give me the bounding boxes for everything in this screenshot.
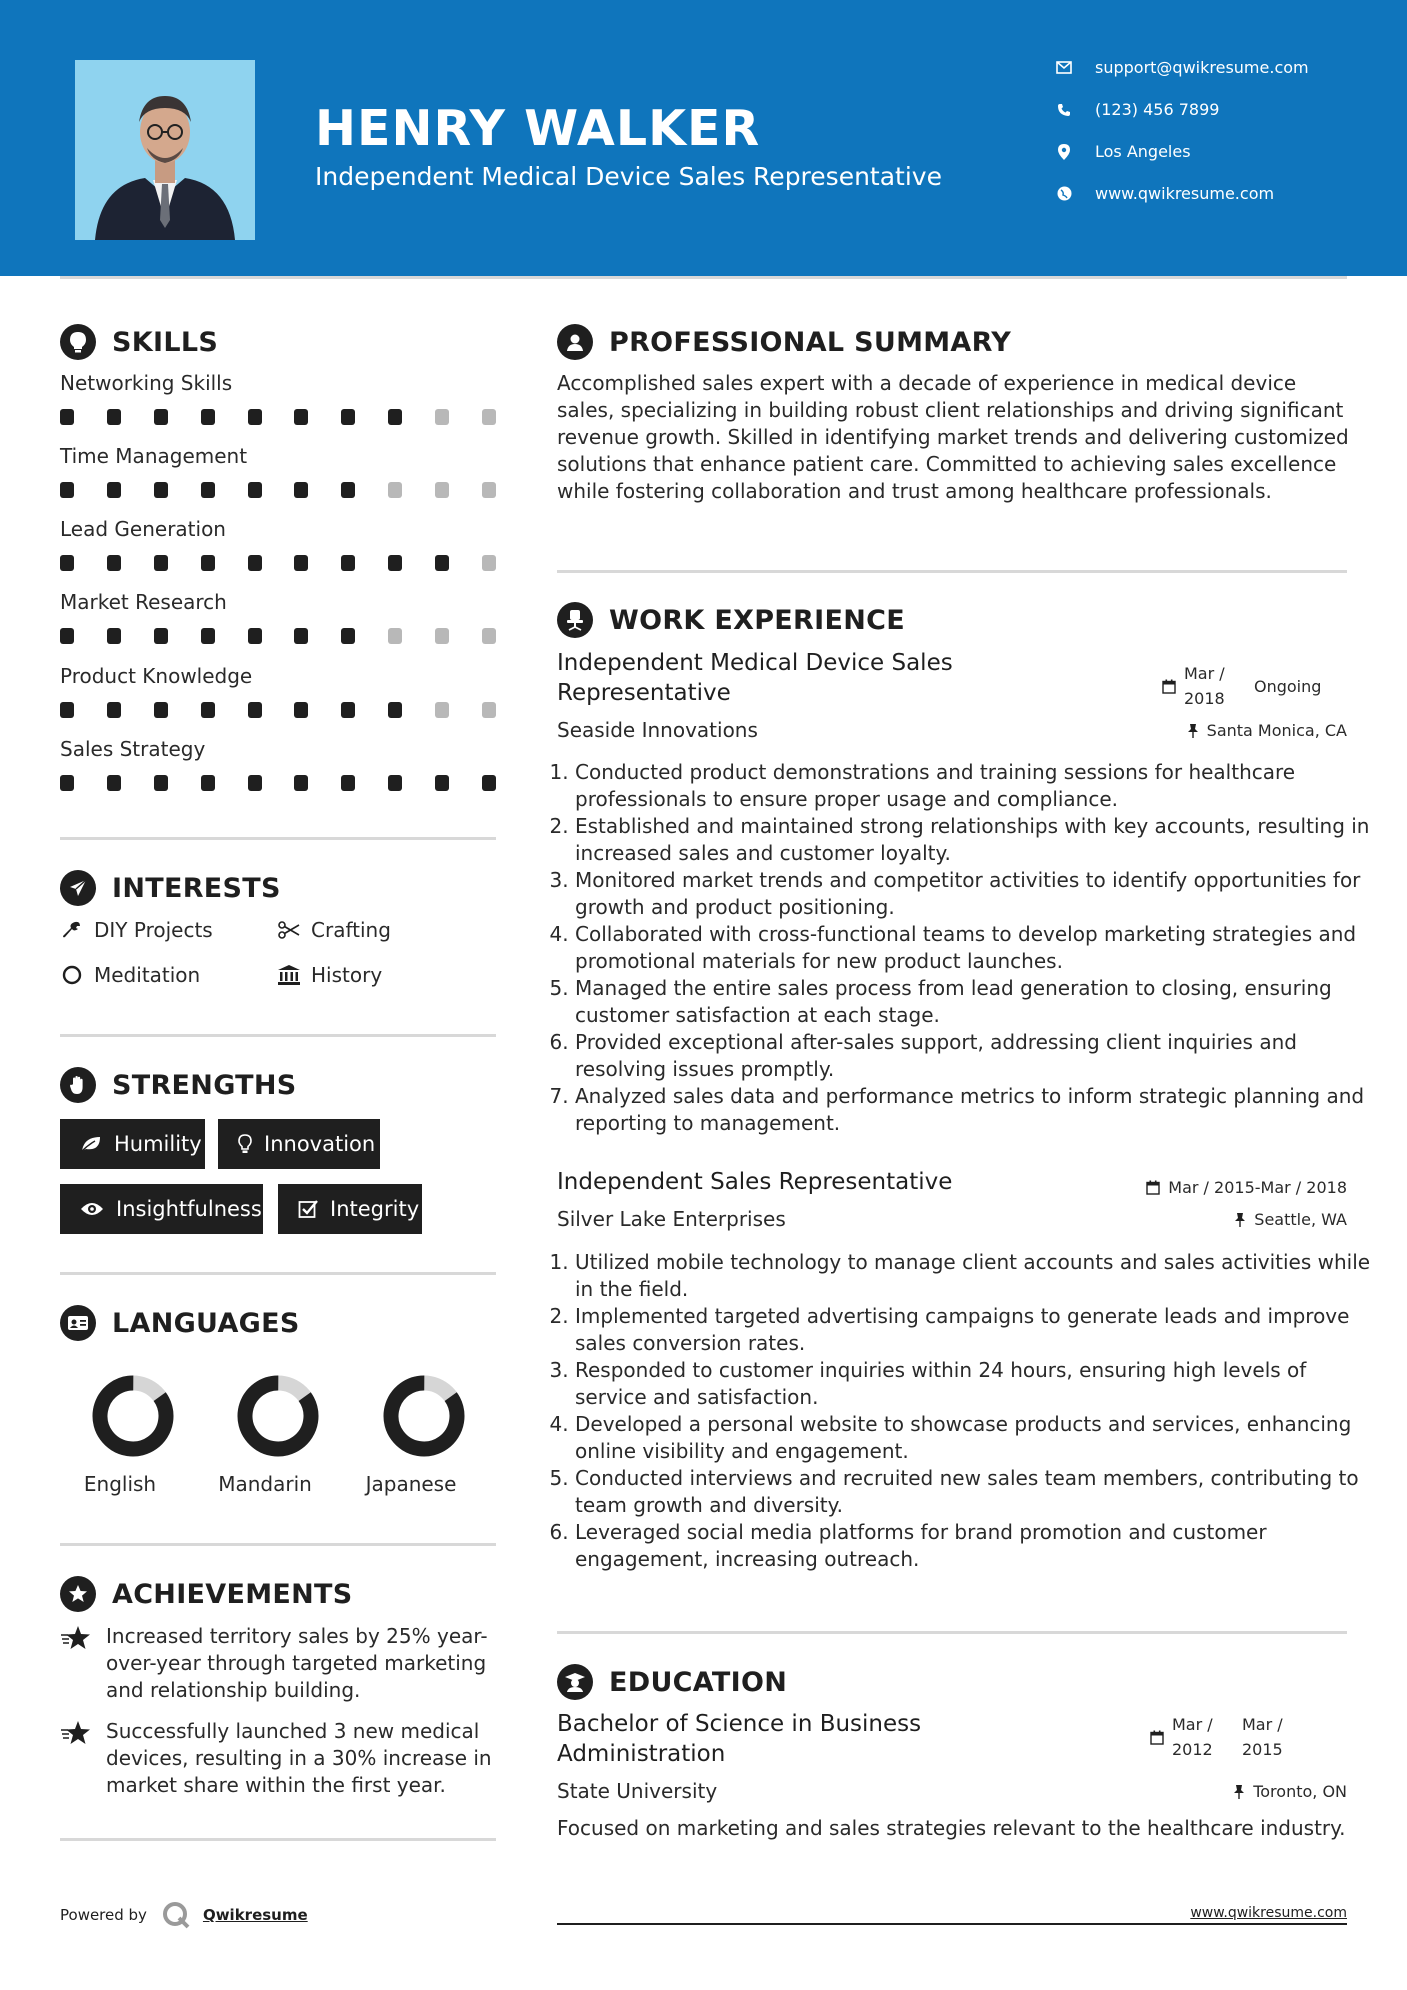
id-card-icon: [60, 1305, 96, 1341]
contact-phone-text: (123) 456 7899: [1095, 100, 1220, 119]
interest-label: Crafting: [311, 918, 391, 942]
paper-plane-icon: [60, 870, 96, 906]
interests-title: INTERESTS: [112, 872, 281, 904]
leaf-icon: [80, 1135, 102, 1153]
contact-website-text: www.qwikresume.com: [1095, 184, 1275, 203]
rating-dot-empty: [388, 628, 402, 644]
section-divider: [60, 837, 496, 840]
strength-label: Innovation: [264, 1132, 376, 1156]
rating-dot-filled: [60, 775, 74, 791]
section-divider: [557, 1631, 1347, 1634]
rating-dot-filled: [107, 775, 121, 791]
rating-dot-filled: [107, 702, 121, 718]
rating-dot-filled: [60, 409, 74, 425]
rating-dot-filled: [60, 555, 74, 571]
company-name: Seaside Innovations: [557, 718, 758, 742]
job-duties: [555, 759, 1375, 1137]
rating-dot-empty: [435, 409, 449, 425]
header-banner: [0, 0, 1407, 276]
rating-dot-empty: [482, 702, 496, 718]
calendar-icon: [1162, 679, 1176, 694]
interest-label: Meditation: [94, 963, 201, 987]
job-location: [1187, 721, 1347, 740]
degree-title: Bachelor of Science in Business Administration: [557, 1711, 922, 1767]
skill-label: Time Management: [60, 444, 248, 468]
duty-item: 2. Implemented targeted advertising campaigns to generate leads and improve sales conversion rates.: [575, 1303, 1375, 1357]
rating-dot-filled: [341, 555, 355, 571]
rating-dot-filled: [435, 775, 449, 791]
duty-item: 1. Utilized mobile technology to manage client accounts and sales activities while in the field.: [575, 1249, 1375, 1303]
rating-dot-filled: [201, 702, 215, 718]
strength-label: Insightfulness: [116, 1197, 262, 1221]
rating-dot-filled: [107, 409, 121, 425]
rating-dot-filled: [154, 702, 168, 718]
graduate-icon: [557, 1664, 593, 1700]
rating-dot-filled: [482, 775, 496, 791]
duty-item: 5. Managed the entire sales process from lead generation to closing, ensuring customer satisfaction at each stage.: [575, 975, 1375, 1029]
skill-rating: [60, 555, 496, 571]
candidate-role: Independent Medical Device Sales Representative: [315, 162, 942, 191]
duty-item: 6. Leveraged social media platforms for brand promotion and customer engagement, increasing outreach.: [575, 1519, 1375, 1573]
phone-icon: [1055, 103, 1073, 117]
candidate-name: HENRY WALKER: [315, 100, 761, 157]
rating-dot-filled: [154, 628, 168, 644]
rating-dot-filled: [388, 555, 402, 571]
rating-dot-filled: [248, 628, 262, 644]
rating-dot-filled: [294, 775, 308, 791]
strength-tag: [218, 1119, 380, 1169]
bank-icon: [277, 964, 301, 986]
rating-dot-filled: [294, 482, 308, 498]
interest-item: [277, 918, 391, 942]
strength-tag: [278, 1184, 422, 1234]
duty-item: 7. Analyzed sales data and performance metrics to inform strategic planning and reporting to management.: [575, 1083, 1375, 1137]
skill-label: Product Knowledge: [60, 664, 253, 688]
user-icon: [557, 324, 593, 360]
eye-icon: [80, 1201, 104, 1217]
skill-rating: [60, 628, 496, 644]
rating-dot-filled: [294, 555, 308, 571]
rating-dot-filled: [248, 775, 262, 791]
interest-item: [60, 963, 200, 987]
rating-dot-filled: [107, 628, 121, 644]
profile-photo: [75, 60, 255, 240]
office-chair-icon: [557, 602, 593, 638]
rating-dot-filled: [248, 482, 262, 498]
strength-label: Integrity: [330, 1197, 420, 1221]
section-divider: [557, 570, 1347, 573]
duty-item: 3. Monitored market trends and competitor activities to identify opportunities for growth and product positioning.: [575, 867, 1375, 921]
rating-dot-filled: [154, 775, 168, 791]
education-date-start: Mar / 2012: [1172, 1715, 1213, 1759]
education-title: EDUCATION: [609, 1666, 788, 1698]
footer-powered-by: [60, 1900, 308, 1930]
rating-dot-filled: [201, 555, 215, 571]
achievement-text: Increased territory sales by 25% year-over-year through targeted marketing and relationship building.: [106, 1624, 488, 1702]
rating-dot-empty: [388, 482, 402, 498]
pushpin-icon: [1234, 1212, 1246, 1227]
interest-label: History: [311, 963, 383, 987]
map-pin-icon: [1055, 144, 1073, 160]
footer-divider: [557, 1923, 1347, 1925]
experience-title: WORK EXPERIENCE: [609, 604, 905, 636]
star-icon: [60, 1623, 106, 1704]
rating-dot-filled: [60, 482, 74, 498]
job-location-text: Santa Monica, CA: [1206, 721, 1347, 740]
duty-item: 5. Conducted interviews and recruited new sales team members, contributing to team growth and diversity.: [575, 1465, 1375, 1519]
skills-title: SKILLS: [112, 326, 219, 358]
job-dates: [1146, 1178, 1347, 1197]
rating-dot-empty: [435, 628, 449, 644]
achievement-text: Successfully launched 3 new medical devices, resulting in a 30% increase in market share within the first year.: [106, 1719, 492, 1797]
job-title: Independent Sales Representative: [557, 1169, 953, 1195]
qwikresume-link[interactable]: Qwikresume: [202, 1906, 308, 1924]
strength-tag: [60, 1119, 205, 1169]
rating-dot-filled: [388, 409, 402, 425]
rating-dot-empty: [482, 482, 496, 498]
section-divider: [60, 1272, 496, 1275]
star-badge-icon: [60, 1576, 96, 1612]
job-duties: [555, 1249, 1375, 1573]
footer-url[interactable]: www.qwikresume.com: [1190, 1905, 1347, 1921]
achievements-heading: [60, 1576, 353, 1612]
duty-item: 4. Developed a personal website to showcase products and services, enhancing online visibility and engagement.: [575, 1411, 1375, 1465]
duty-item: 1. Conducted product demonstrations and training sessions for healthcare professionals to ensure proper usage and compliance.: [575, 759, 1375, 813]
rating-dot-filled: [388, 775, 402, 791]
skill-rating: [60, 775, 496, 791]
contact-website[interactable]: [1055, 184, 1274, 203]
pushpin-icon: [1233, 1784, 1245, 1799]
contact-phone[interactable]: [1055, 100, 1219, 119]
summary-title: PROFESSIONAL SUMMARY: [609, 326, 1012, 358]
summary-text: Accomplished sales expert with a decade of experience in medical device sales, specializing in building robust client relationships and driving significant revenue growth. Skilled in identifying market trends and delivering customized solutions that enhance patient care. Committed to achieving sales excellence while fostering collaboration and trust among healthcare professionals.: [557, 371, 1349, 503]
contact-email[interactable]: [1055, 58, 1309, 77]
skill-label: Sales Strategy: [60, 737, 206, 761]
rating-dot-filled: [201, 409, 215, 425]
school-name: State University: [557, 1779, 718, 1803]
skill-label: Networking Skills: [60, 371, 233, 395]
lightbulb-icon: [238, 1134, 252, 1154]
contact-email-text: support@qwikresume.com: [1095, 58, 1309, 77]
duty-item: 6. Provided exceptional after-sales support, addressing client inquiries and resolving issues promptly.: [575, 1029, 1375, 1083]
interest-label: DIY Projects: [94, 918, 213, 942]
rating-dot-filled: [294, 628, 308, 644]
globe-icon: [1055, 186, 1073, 201]
calendar-icon: [1146, 1180, 1160, 1195]
skill-rating: [60, 409, 496, 425]
rating-dot-filled: [341, 775, 355, 791]
rating-dot-empty: [435, 482, 449, 498]
language-label: Mandarin: [218, 1472, 312, 1496]
rating-dot-filled: [341, 702, 355, 718]
rating-dot-empty: [482, 628, 496, 644]
scissors-icon: [277, 921, 301, 939]
rating-dot-empty: [482, 409, 496, 425]
strengths-heading: [60, 1067, 297, 1103]
education-heading: [557, 1664, 787, 1700]
rating-dot-filled: [248, 555, 262, 571]
rating-dot-filled: [60, 702, 74, 718]
header-divider: [60, 276, 1347, 279]
rating-dot-filled: [388, 702, 402, 718]
strength-label: Humility: [114, 1132, 202, 1156]
language-ring: [364, 1368, 484, 1464]
languages-heading: [60, 1305, 300, 1341]
rating-dot-filled: [154, 409, 168, 425]
education-dates: [1150, 1712, 1306, 1762]
rating-dot-empty: [482, 555, 496, 571]
achievement-item: [60, 1623, 500, 1704]
hand-icon: [60, 1067, 96, 1103]
job-dates: [1162, 661, 1324, 711]
education-location-text: Toronto, ON: [1253, 1782, 1347, 1801]
rating-dot-empty: [435, 702, 449, 718]
section-divider: [60, 1838, 496, 1841]
rating-dot-filled: [154, 482, 168, 498]
rating-dot-filled: [107, 482, 121, 498]
summary-heading: [557, 324, 1011, 360]
job-date-range: Mar / 2015-Mar / 2018: [1168, 1178, 1347, 1197]
job-location-text: Seattle, WA: [1254, 1210, 1347, 1229]
strength-tag: [60, 1184, 263, 1234]
education-location: [1233, 1782, 1347, 1801]
rating-dot-filled: [294, 409, 308, 425]
interest-item: [60, 918, 213, 942]
rating-dot-filled: [341, 482, 355, 498]
star-icon: [60, 1718, 106, 1799]
education-description: Focused on marketing and sales strategies relevant to the healthcare industry.: [557, 1816, 1346, 1840]
education-date-end: Mar / 2015: [1242, 1715, 1283, 1759]
rating-dot-filled: [201, 482, 215, 498]
check-square-icon: [298, 1199, 318, 1219]
rating-dot-filled: [60, 628, 74, 644]
skill-rating: [60, 702, 496, 718]
languages-title: LANGUAGES: [112, 1307, 300, 1339]
section-divider: [60, 1034, 496, 1037]
rating-dot-filled: [341, 628, 355, 644]
duty-item: 3. Responded to customer inquiries within 24 hours, ensuring high levels of service and satisfaction.: [575, 1357, 1375, 1411]
job-location: [1234, 1210, 1347, 1229]
job-date-start: Mar / 2018: [1184, 664, 1225, 708]
rating-dot-filled: [435, 555, 449, 571]
rating-dot-filled: [248, 409, 262, 425]
envelope-icon: [1055, 61, 1073, 74]
language-ring: [73, 1368, 193, 1464]
rating-dot-filled: [107, 555, 121, 571]
achievement-item: [60, 1718, 500, 1799]
rating-dot-filled: [201, 628, 215, 644]
contact-location: [1055, 142, 1191, 161]
rating-dot-filled: [294, 702, 308, 718]
wrench-icon: [60, 920, 84, 940]
section-divider: [60, 1543, 496, 1546]
circle-icon: [60, 965, 84, 985]
calendar-icon: [1150, 1730, 1164, 1745]
strengths-title: STRENGTHS: [112, 1069, 297, 1101]
company-name: Silver Lake Enterprises: [557, 1207, 786, 1231]
rating-dot-filled: [154, 555, 168, 571]
pushpin-icon: [1187, 723, 1199, 738]
duty-item: 2. Established and maintained strong relationships with key accounts, resulting in increased sales and customer loyalty.: [575, 813, 1375, 867]
skill-label: Market Research: [60, 590, 227, 614]
powered-by-text: Powered by: [60, 1906, 147, 1924]
qwikresume-logo-icon: [161, 1900, 191, 1930]
language-label: Japanese: [365, 1472, 457, 1496]
skills-heading: [60, 324, 218, 360]
contact-location-text: Los Angeles: [1095, 142, 1191, 161]
language-ring: [218, 1368, 338, 1464]
job-title: Independent Medical Device Sales Representative: [557, 650, 953, 706]
skill-label: Lead Generation: [60, 517, 226, 541]
rating-dot-filled: [248, 702, 262, 718]
interest-item: [277, 963, 382, 987]
achievements-title: ACHIEVEMENTS: [112, 1578, 353, 1610]
job-date-end: Ongoing: [1254, 676, 1322, 696]
experience-heading: [557, 602, 905, 638]
lightbulb-icon: [60, 324, 96, 360]
duty-item: 4. Collaborated with cross-functional teams to develop marketing strategies and promotional materials for new product launches.: [575, 921, 1375, 975]
rating-dot-filled: [341, 409, 355, 425]
interests-heading: [60, 870, 281, 906]
language-label: English: [83, 1472, 157, 1496]
rating-dot-filled: [201, 775, 215, 791]
skill-rating: [60, 482, 496, 498]
